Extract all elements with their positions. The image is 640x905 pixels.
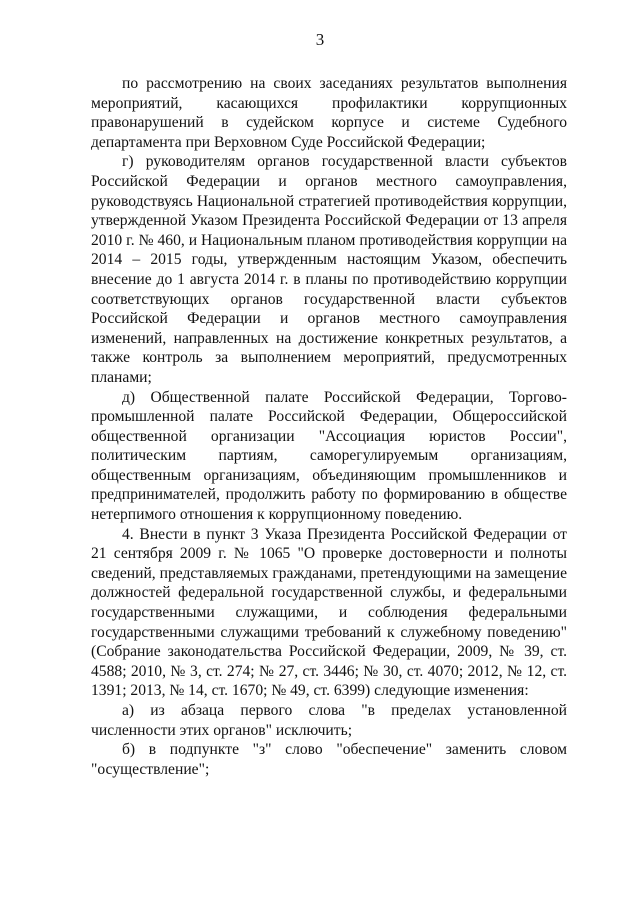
paragraph-item-d: д) Общественной палате Российской Федерации, Торгово-промышленной палате Российской Федерации, Общероссийской общественной организации "Ассоциация юристов России", политическим партиям, саморегулируемым организациям, общественным организациям, объединяющим промышленников и предпринимателей, продолжить работу по формированию в обществе нетерпимого отношения к коррупционному поведению. xyxy=(91,388,567,524)
document-body xyxy=(91,74,567,779)
page-number: 3 xyxy=(315,30,325,49)
paragraph-continuation: по рассмотрению на своих заседаниях результатов выполнения мероприятий, касающихся профилактики коррупционных правонарушений в судейском корпусе и системе Судебного департамента при Верховном Суде Российской Федерации; xyxy=(91,75,567,151)
paragraph-item-b: б) в подпункте "з" слово "обеспечение" заменить словом "осуществление"; xyxy=(91,741,567,778)
paragraph-point-4: 4. Внести в пункт 3 Указа Президента Российской Федерации от 21 сентября 2009 г. № 1065 "О проверке достоверности и полноты сведений, представляемых гражданами, претендующими на замещение должностей федеральной государственной службы, и федеральными государственными служащими, и соблюдения федеральными государственными служащими требований к служебному поведению" (Собрание законодательства Российской Федерации, 2009, № 39, ст. 4588; 2010, № 3, ст. 274; № 27, ст. 3446; № 30, ст. 4070; 2012, № 12, ст. 1391; 2013, № 14, ст. 1670; № 49, ст. 6399) следующие изменения: xyxy=(91,525,567,700)
paragraph-item-a: а) из абзаца первого слова "в пределах установленной численности этих органов" исключить; xyxy=(91,702,567,739)
paragraph-item-g: г) руководителям органов государственной власти субъектов Российской Федерации и органов местного самоуправления, руководствуясь Национальной стратегией противодействия коррупции, утвержденной Указом Президента Российской Федерации от 13 апреля 2010 г. № 460, и Национальным планом противодействия коррупции на 2014 – 2015 годы, утвержденным настоящим Указом, обеспечить внесение до 1 августа 2014 г. в планы по противодействию коррупции соответствующих органов государственной власти субъектов Российской Федерации и органов местного самоуправления изменений, направленных на достижение конкретных результатов, а также контроль за выполнением мероприятий, предусмотренных планами; xyxy=(91,153,567,386)
